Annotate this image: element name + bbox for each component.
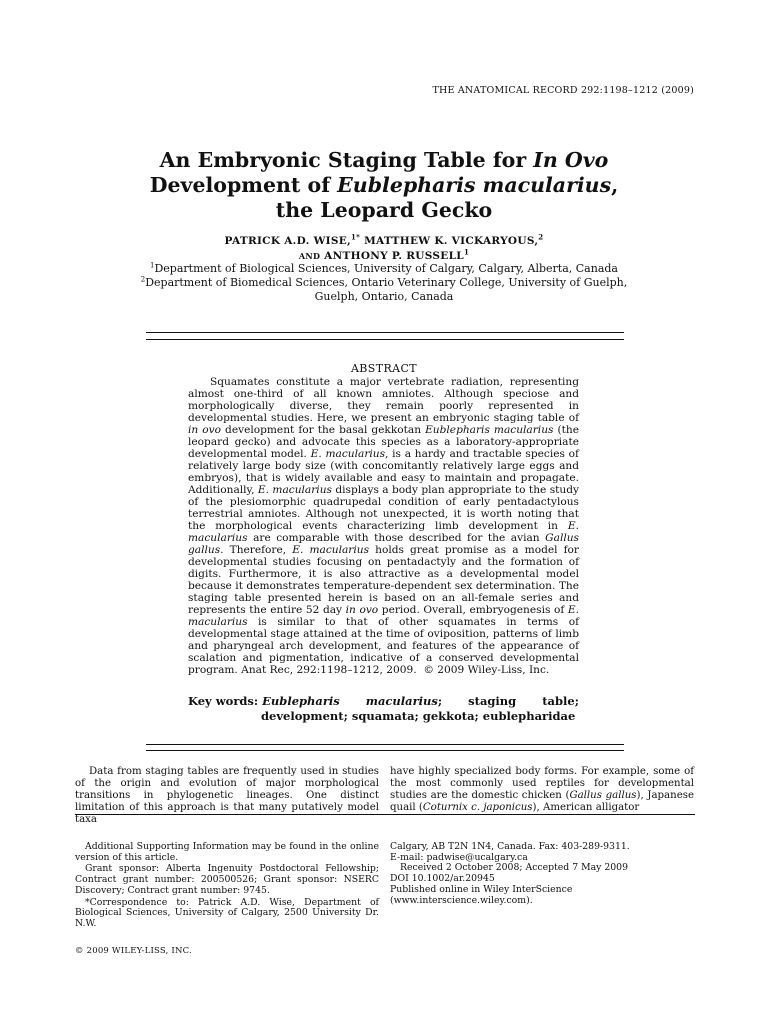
body-column-left [75,766,379,826]
footnote-correspondence: *Correspondence to: Patrick A.D. Wise, Department of Biological Sciences, University of Calgary, 2500 University Dr. N.W. [75,896,379,929]
title-text: An Embryonic Staging Table for [159,148,534,172]
abstract-rule [146,744,624,745]
abstract-rule [146,750,624,751]
body-paragraph: have highly specialized body forms. For example, some of the most commonly used reptiles for developmental studies are the domestic chicken (Gallus gallus), Japanese quail (Coturnix c. japonicus), American alligator [390,766,694,813]
affiliations [0,262,768,304]
author-superscript: 1* [351,232,361,242]
abstract-copyright: © 2009 Wiley-Liss, Inc. [423,664,550,677]
page-copyright: © 2009 WILEY-LISS, INC. [75,946,192,956]
footnotes-left [75,842,379,931]
keywords-label: Key words: [188,694,259,708]
body-column-right [390,766,694,814]
footnotes-right [390,842,694,906]
footnote-grants: Grant sponsor: Alberta Ingenuity Postdoctoral Fellowship; Contract grant number: 200500526; Grant sponsor: NSERC Discovery; Contract grant number: 9745. [75,863,379,896]
keyword: macularius [365,694,438,708]
footnote-supporting: Additional Supporting Information may be found in the online version of this article. [75,841,379,863]
body-paragraph: Data from staging tables are frequently used in studies of the origin and evolution of major morphological transitions in phylogenetic lineages. One distinct limitation of this approach is that many putatively model taxa [75,766,379,825]
affiliation: Department of Biological Sciences, University of Calgary, Calgary, Alberta, Canada [154,262,618,275]
affiliation: Department of Biomedical Sciences, Ontario Veterinary College, University of Guelph, [145,276,628,289]
keyword: table; [542,694,579,708]
header-rule [146,332,624,333]
title-italic: In Ovo [533,148,609,172]
keywords: Key words: Eublepharis macularius; staging table; development; squamata; gekkota; eublepharidae [188,694,579,723]
author-superscript: 2 [538,232,544,242]
abstract-heading: ABSTRACT [350,362,418,375]
footnote-email[interactable]: E-mail: padwise@ucalgary.ca [390,851,528,863]
footnote-correspondence-cont: Calgary, AB T2N 1N4, Canada. Fax: 403-289-9311. [390,841,630,852]
affiliation-marker: 1 [150,261,155,270]
header-rule [146,339,624,340]
author-conjunction: AND [298,251,321,261]
abstract-paragraph: Squamates constitute a major vertebrate radiation, representing almost one-third of all known amniotes. Although speciose and morphologically diverse, they remain poorly represented in developmental studies. Here, we present an embryonic staging table of in ovo development for the basal gekkotan Eublepharis macularius (the leopard gecko) and advocate this species as a laboratory-appropriate developmental model. E. macularius, is a hardy and tractable species of relatively large body size (with concomitantly relatively large eggs and embryos), that is widely available and easy to maintain and propagate. Additionally, E. macularius displays a body plan appropriate to the study of the plesiomorphic quadrupedal condition of early pentadactylous terrestrial amniotes. Although not unexpected, it is worth noting that the morphological events characterizing limb development in E. macularius are comparable with those described for the avian Gallus gallus. Therefore, E. macularius holds great promise as a model for developmental studies focusing on pentadactyly and the formation of digits. Furthermore, it is also attractive as a developmental model because it demonstrates temperature-dependent sex determination. The staging table presented herein is based on an all-female series and represents the entire 52 day in ovo period. Overall, embryogenesis of E. macularius is similar to that of other squamates in terms of developmental stage attained at the time of oviposition, patterns of limb and pharyngeal arch development, and features of the appearance of scalation and pigmentation, indicative of a conserved developmental program. Anat Rec, 292:1198–1212, 2009. © 2009 Wiley-Liss, Inc. [188,376,580,677]
author-superscript: 1 [463,247,470,257]
keyword-line: development; squamata; gekkota; eublepharidae [261,709,576,723]
author-name: PATRICK A.D. WISE, [224,235,352,247]
title-species: Eublepharis macularius [337,173,612,197]
author-name: ANTHONY P. RUSSELL [320,250,464,262]
title-text: , [611,173,619,197]
author-name: MATTHEW K. VICKARYOUS, [360,235,539,247]
article-title [0,148,768,223]
keyword: staging [468,694,517,708]
footnote-doi[interactable]: DOI 10.1002/ar.20945 [390,873,495,885]
abstract-body [188,376,579,676]
title-text: Development of [149,173,338,197]
keyword: Eublepharis [262,694,340,708]
affiliation-marker: 2 [140,275,146,284]
journal-reference: THE ANATOMICAL RECORD 292:1198–1212 (2009) [432,85,694,96]
title-text: the Leopard Gecko [275,198,493,222]
footnote-rule [75,814,695,815]
footnote-published: Published online in Wiley InterScience (www.interscience.wiley.com). [390,883,573,906]
footnote-received: Received 2 October 2008; Accepted 7 May 2009 [400,862,629,874]
author-list [0,234,768,264]
affiliation: Guelph, Ontario, Canada [314,290,454,303]
